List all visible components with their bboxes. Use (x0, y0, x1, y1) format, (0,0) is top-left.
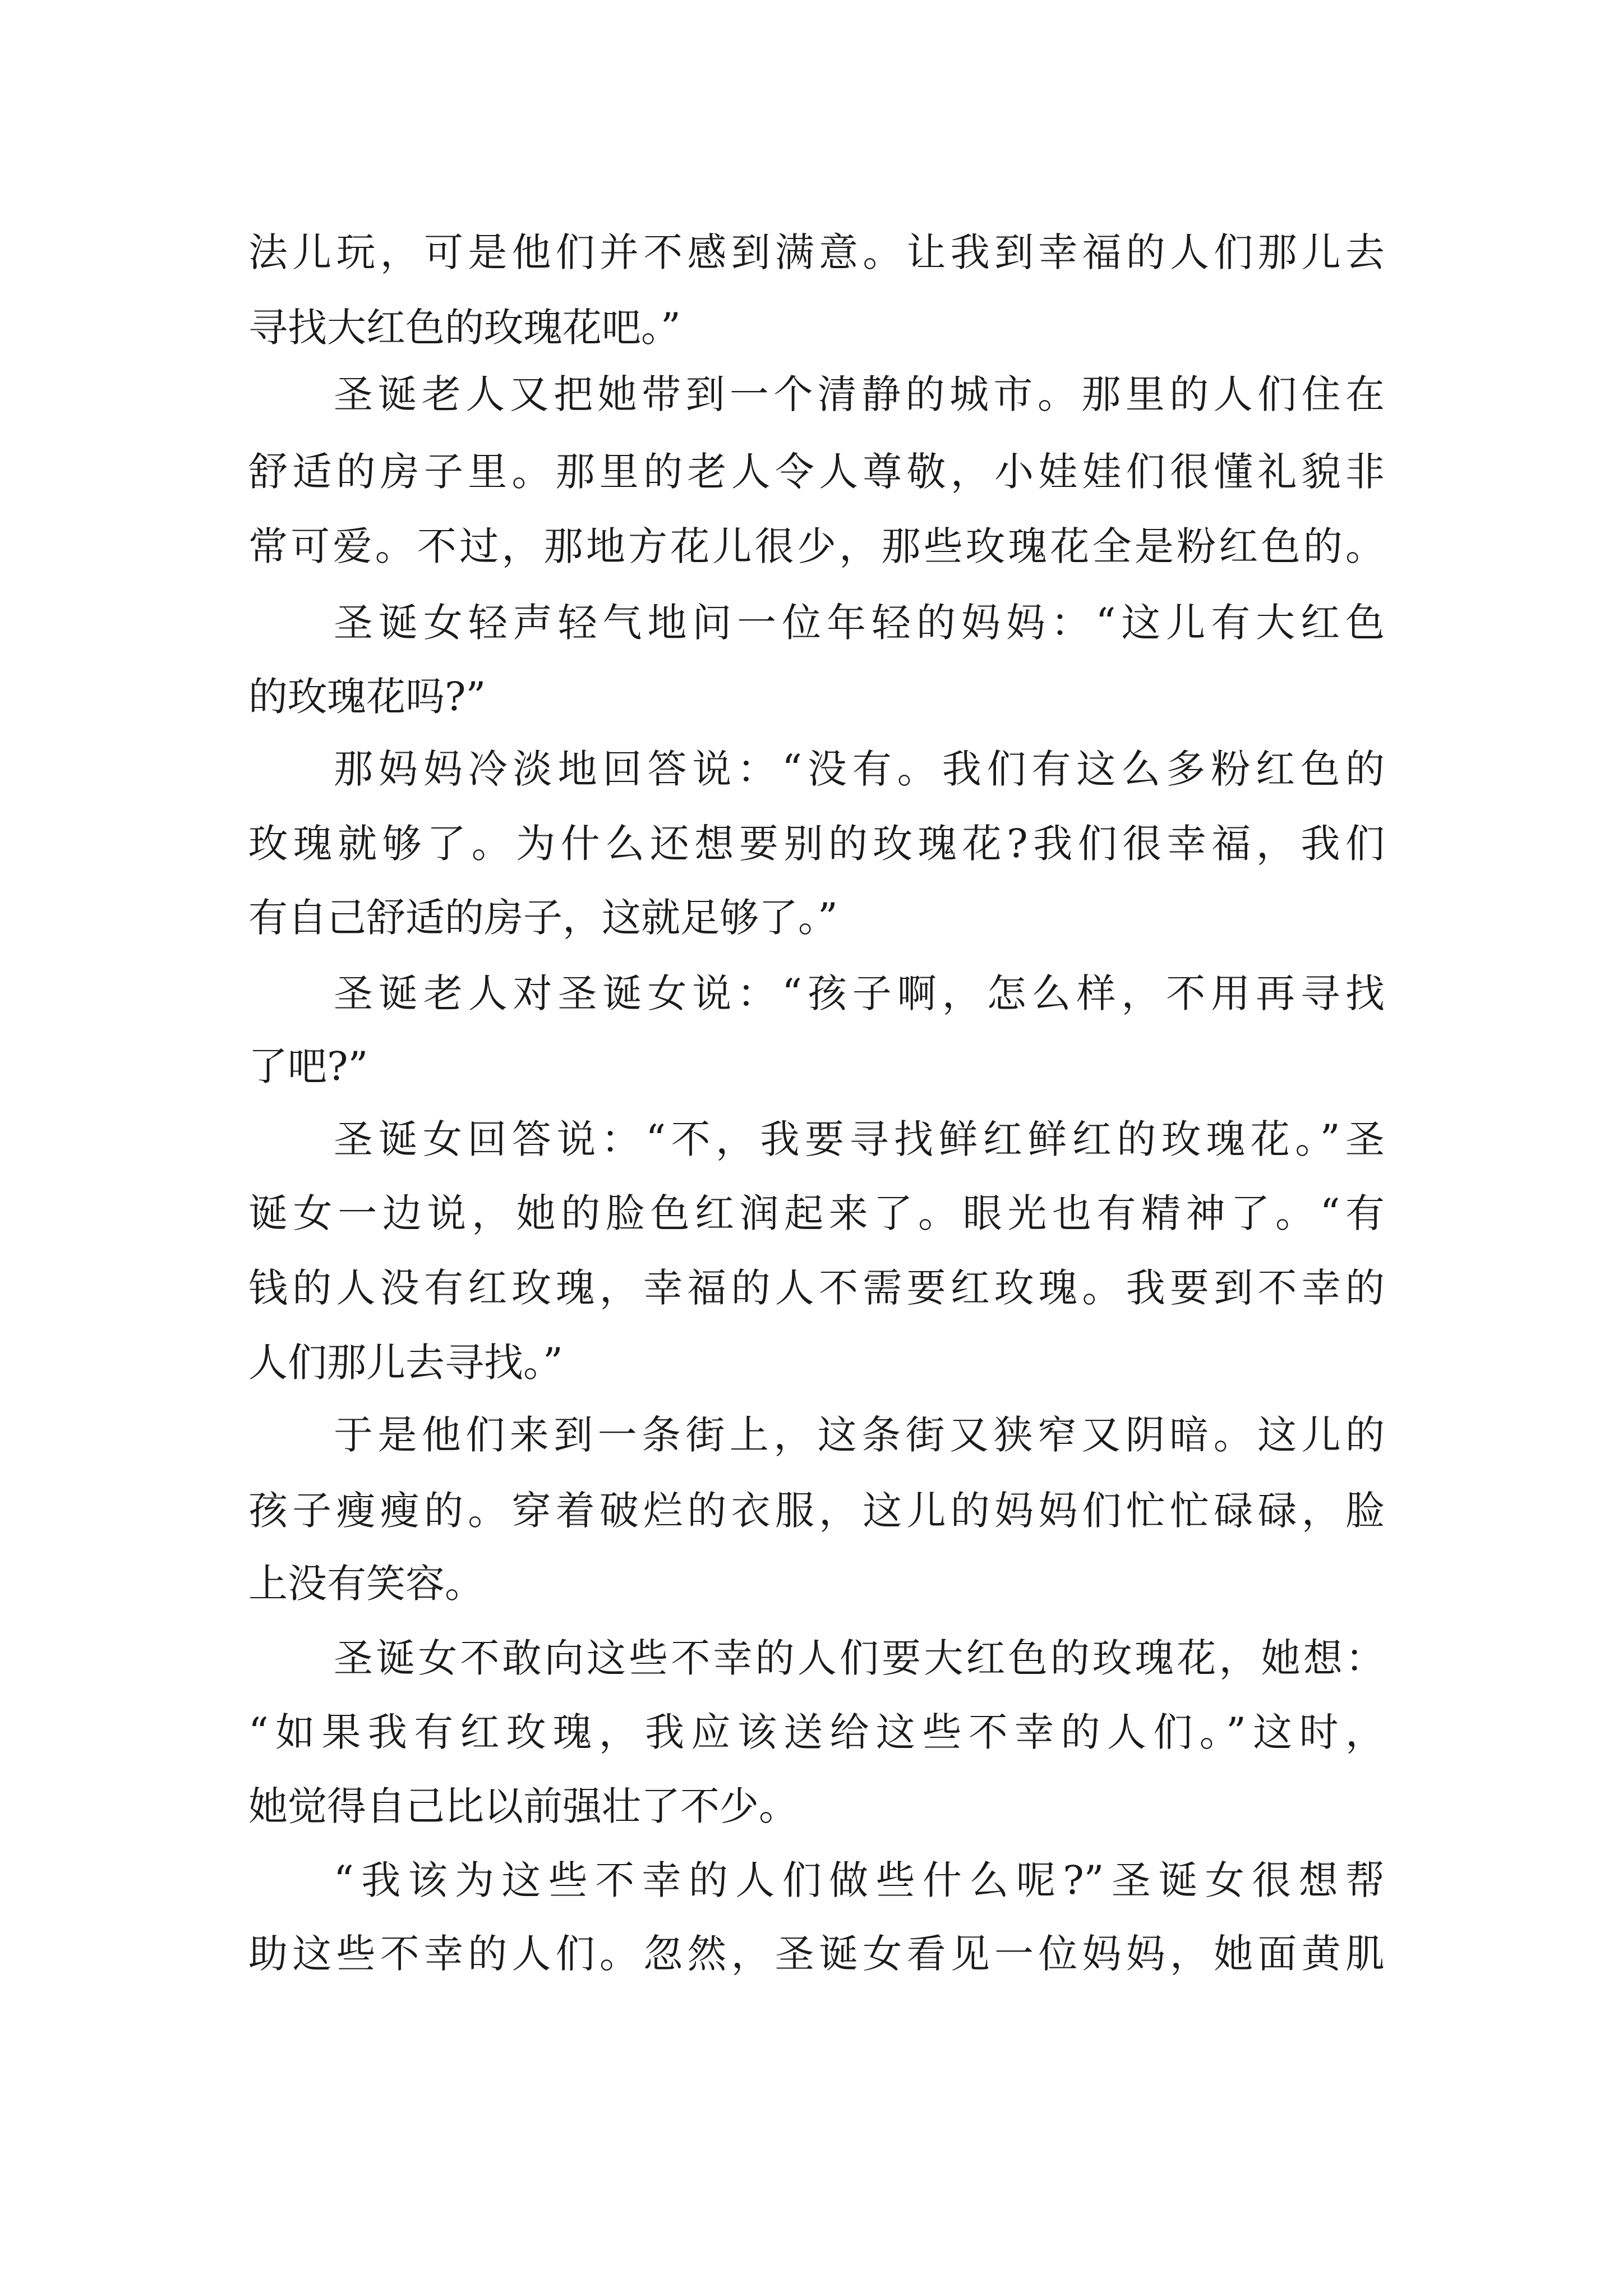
text-line: 钱的人没有红玫瑰，幸福的人不需要红玫瑰。我要到不幸的 (248, 1265, 1385, 1311)
text-line: 诞女一边说，她的脸色红润起来了。眼光也有精神了。“有 (248, 1190, 1385, 1236)
text-line: 寻找大红色的玫瑰花吧。” (248, 305, 681, 351)
text-line: 助这些不幸的人们。忽然，圣诞女看见一位妈妈，她面黄肌 (248, 1931, 1385, 1977)
text-line: 圣诞女轻声轻气地问一位年轻的妈妈：“这儿有大红色 (334, 600, 1385, 646)
text-line: 圣诞老人又把她带到一个清静的城市。那里的人们住在 (334, 371, 1385, 417)
text-line: 于是他们来到一条街上，这条街又狭窄又阴暗。这儿的 (334, 1412, 1385, 1458)
text-line: 有自己舒适的房子，这就足够了。” (248, 895, 838, 941)
text-line: 上没有笑容。 (248, 1561, 484, 1607)
text-line: “如果我有红玫瑰，我应该送给这些不幸的人们。”这时， (248, 1709, 1385, 1755)
text-line: 了吧?” (248, 1043, 368, 1089)
text-line: 她觉得自己比以前强壮了不少。 (248, 1783, 798, 1829)
text-line: 圣诞女不敢向这些不幸的人们要大红色的玫瑰花，她想： (334, 1635, 1385, 1681)
text-line: 圣诞女回答说：“不，我要寻找鲜红鲜红的玫瑰花。”圣 (334, 1116, 1385, 1162)
text-line: 人们那儿去寻找。” (248, 1340, 563, 1386)
text-line: “我该为这些不幸的人们做些什么呢?”圣诞女很想帮 (334, 1857, 1385, 1903)
text-line: 玫瑰就够了。为什么还想要别的玫瑰花?我们很幸福，我们 (248, 821, 1385, 867)
text-line: 法儿玩，可是他们并不感到满意。让我到幸福的人们那儿去 (248, 229, 1385, 275)
text-line: 圣诞老人对圣诞女说：“孩子啊，怎么样，不用再寻找 (334, 970, 1385, 1016)
text-line: 孩子瘦瘦的。穿着破烂的衣服，这儿的妈妈们忙忙碌碌，脸 (248, 1488, 1385, 1534)
text-line: 那妈妈冷淡地回答说：“没有。我们有这么多粉红色的 (334, 746, 1385, 792)
text-line: 舒适的房子里。那里的老人令人尊敬，小娃娃们很懂礼貌非 (248, 449, 1385, 495)
text-line: 的玫瑰花吗?” (248, 674, 486, 720)
text-line: 常可爱。不过，那地方花儿很少，那些玫瑰花全是粉红色的。 (248, 523, 1385, 569)
